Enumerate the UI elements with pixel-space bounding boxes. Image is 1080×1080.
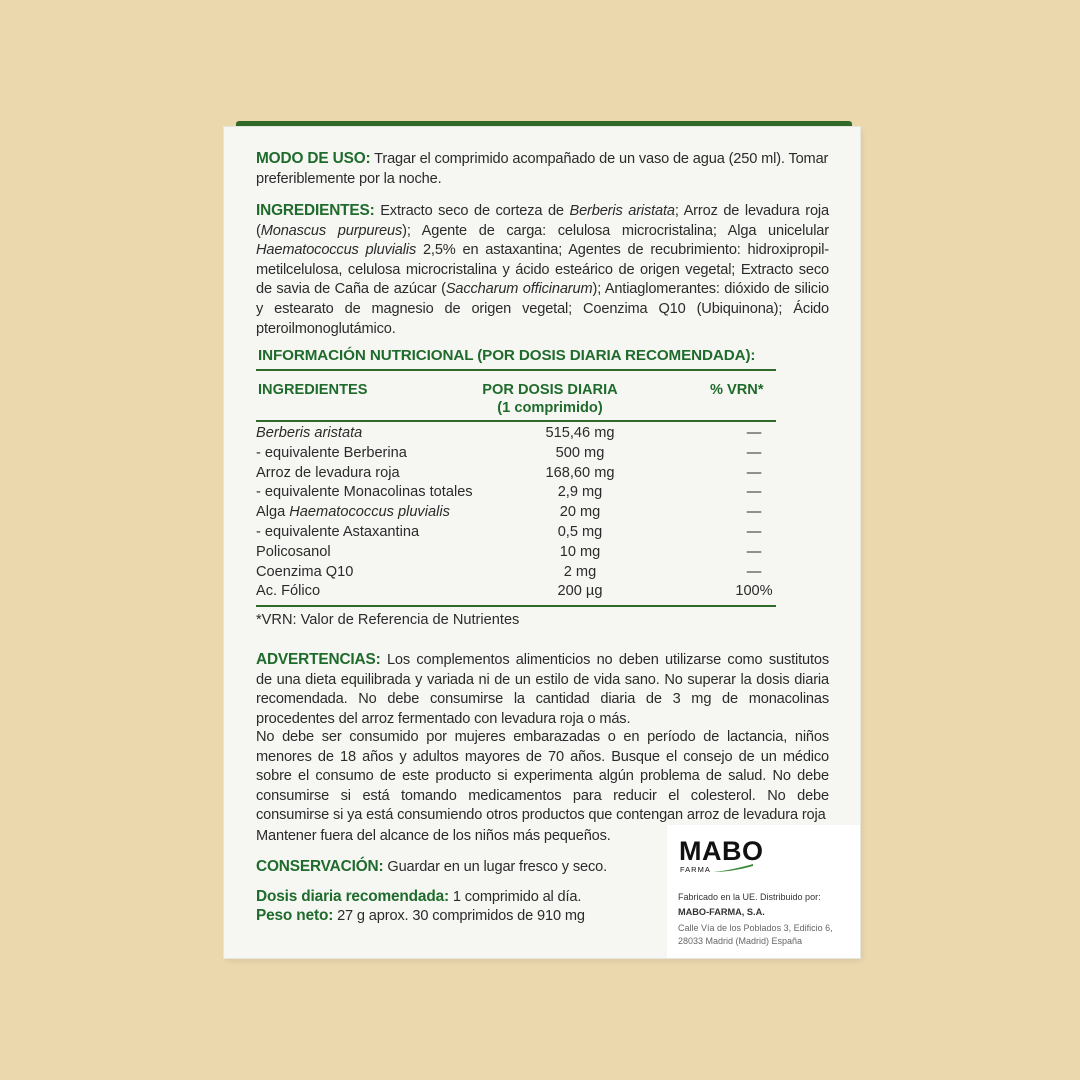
advertencias [256,650,829,729]
row-vrn: — [746,464,762,481]
row-dose: 500 mg [555,444,605,461]
row-vrn: — [746,484,762,501]
row-ingredient [256,563,353,583]
row-vrn: — [746,543,762,560]
advertencias-paragraph-2 [256,728,829,826]
dosis-text: 1 comprimido al día. [448,889,582,905]
row-dose: 10 mg [559,543,601,560]
ingredientes-text: ); Antiaglomerantes: dióxido de silicio y estearato de magnesio de origen vegetal; Coenzima Q10 (Ubiquinona); Ácido pteroilmonoglutámico. [256,281,829,337]
conservacion-label: CONSERVACIÓN: [256,858,384,875]
row-ingredient [256,444,407,464]
table-row [256,563,776,583]
row-dose: 515,46 mg [545,425,615,441]
ingredient-italic: Haematococcus pluvialis [256,242,417,259]
row-ingredient-text: Coenzima Q10 [256,563,354,580]
conservacion [256,857,676,878]
ingredient-italic: Saccharum officinarum [445,281,593,298]
product-box-back [224,127,860,958]
row-vrn: — [746,563,762,580]
modo-de-uso [256,149,829,189]
dosis-label: Dosis diaria recomendada: [256,888,449,905]
row-dose: 2 mg [563,563,597,580]
table-top-rule [256,369,776,371]
modo-de-uso-label: MODO DE USO: [256,150,371,167]
row-ingredient-text: Ac. Fólico [256,583,321,600]
nutritional-info-title: INFORMACIÓN NUTRICIONAL (POR DOSIS DIARIA RECOMENDADA): [258,347,756,364]
logo-swoosh-icon [713,863,753,873]
manufacturer-panel [667,825,860,958]
row-dose: 20 mg [559,504,601,521]
peso-neto [256,906,676,927]
row-ingredient-text: - equivalente Berberina [256,444,407,461]
address-line-2: 28033 Madrid (Madrid) España [678,936,803,946]
row-ingredient [256,483,473,503]
table-row [256,503,776,523]
address-line-1: Calle Vía de los Poblados 3, Edificio 6, [678,923,833,933]
row-vrn: — [746,425,762,441]
table-header-dose [480,381,620,417]
row-ingredient-italic: Haematococcus pluvialis [289,504,450,521]
ingredient-italic: Monascus purpureus [260,222,403,239]
table-row [256,483,776,503]
advertencias-label: ADVERTENCIAS: [256,651,381,668]
row-dose: 2,9 mg [557,484,603,501]
table-header-ingredients: INGREDIENTES [258,382,368,398]
advertencias-text-2: No debe ser consumido por mujeres embarazadas o en período de lactancia, niños menores de 18 años y adultos mayores de 70 años. Busque el consejo de un médico sobre el consumo de este producto si experimenta algún problema de salud. No debe consumirse si está tomando medicamentos para reducir el colesterol. No debe consumirse si ya está consumiendo otros productos que contengan arroz de levadura roja [256,729,829,824]
table-header-dose-line2: (1 comprimido) [497,400,603,416]
table-header-dose-line1: POR DOSIS DIARIA [482,382,618,398]
row-ingredient-italic: Berberis aristata [256,425,363,441]
table-header-rule [256,420,776,422]
table-row [256,464,776,484]
table-row [256,543,776,563]
row-vrn: 100% [735,583,773,600]
row-ingredient-text: - equivalente Monacolinas totales [256,484,473,501]
ingredientes-text: ; Arroz de levadura roja ( [256,203,829,239]
ingredient-italic: Berberis aristata [569,203,675,219]
ingredientes-paragraph [256,201,829,339]
row-vrn: — [746,524,762,540]
advertencias-text-1: Los complementos alimenticios no deben utilizarse como sustitutos de una dieta equilibrada y variada ni de un estilo de vida sano. No superar la dosis diaria recomendada. No debe consumirse la cantidad diaria de 3 mg de monacolinas procedentes del arroz fermentado con levadura roja o más. [256,652,829,727]
vrn-footnote: *VRN: Valor de Referencia de Nutrientes [256,612,520,628]
row-ingredient [256,503,450,523]
ingredientes-text: 2,5% en astaxantina; Agentes de recubrimiento: hidroxipropil-metilcelulosa, celulosa microcristalina y ácido esteárico de origen vegetal; Extracto seco de savia de Caña de azúcar ( [256,242,830,298]
row-ingredient [256,464,400,484]
row-ingredient-text: Arroz de levadura roja [256,464,400,481]
row-ingredient-text: - equivalente Astaxantina [256,524,420,540]
row-ingredient [256,523,419,543]
table-header-vrn: % VRN* [710,382,764,398]
distributor-company: MABO-FARMA, S.A. [678,907,765,917]
table-row [256,523,776,543]
table-row [256,424,776,444]
row-ingredient-text: Policosanol [256,543,331,560]
ingredientes-text: Extracto seco de corteza de [374,203,570,219]
distributor-address [678,922,833,948]
table-bottom-rule [256,605,776,607]
modo-de-uso-text: Tragar el comprimido acompañado de un vaso de agua (250 ml). Tomar preferiblemente por la noche. [256,151,829,187]
dosis-diaria [256,887,676,908]
table-row [256,582,776,602]
peso-label: Peso neto: [256,907,334,924]
row-dose: 168,60 mg [545,464,615,481]
advertencias-text-3: Mantener fuera del alcance de los niños más pequeños. [256,828,611,844]
row-vrn: — [746,444,762,461]
row-ingredient [256,543,331,563]
ingredientes-label: INGREDIENTES: [256,202,375,219]
mabo-logo: MABO [679,836,764,866]
row-ingredient-text: Alga [256,504,290,521]
conservacion-text: Guardar en un lugar fresco y seco. [383,859,607,875]
row-dose: 0,5 mg [557,524,603,540]
row-vrn: — [746,504,762,521]
distributor-line: Fabricado en la UE. Distribuido por: [678,892,821,902]
ingredientes-text: ); Agente de carga: celulosa microcristalina; Alga unicelular [402,222,829,239]
mabo-logo-sub: FARMA [680,865,711,874]
row-dose: 200 µg [557,583,603,600]
row-ingredient [256,582,320,602]
row-ingredient [256,424,362,444]
peso-text: 27 g aprox. 30 comprimidos de 910 mg [333,908,585,924]
table-row [256,444,776,464]
